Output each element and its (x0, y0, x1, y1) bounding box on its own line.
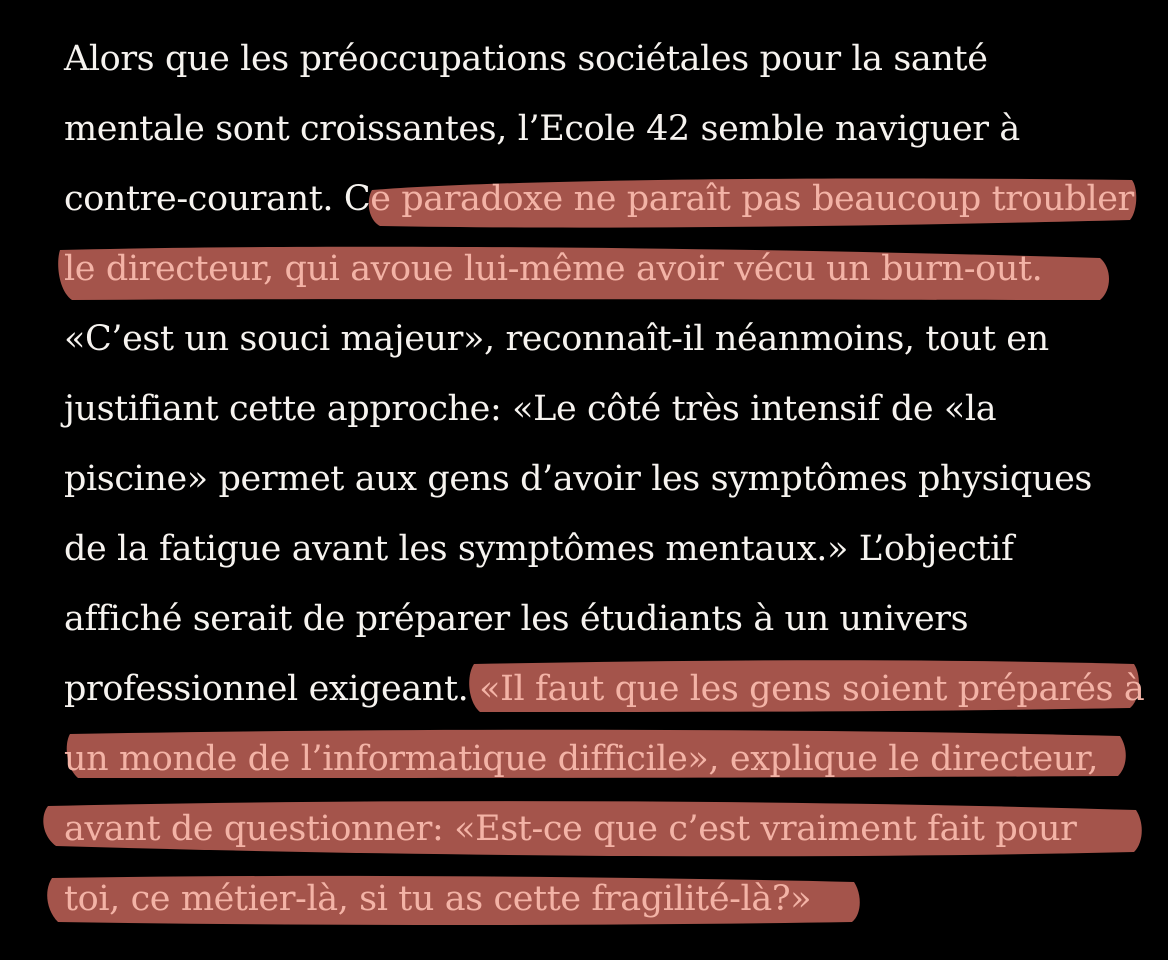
highlighted-text: «Il faut que les gens soient préparés à (479, 669, 1145, 709)
text-line (64, 234, 1042, 304)
line-text: de la fatigue avant les symptômes mentaux.» L’objectif (64, 529, 1014, 569)
line-text: affiché serait de préparer les étudiants à un univers (64, 599, 969, 639)
text-line (64, 94, 1020, 164)
line-text: «C’est un souci majeur», reconnaît-il néanmoins, tout en (64, 319, 1049, 359)
text-line (64, 864, 811, 934)
line-text: Alors que les préoccupations sociétales pour la santé (64, 39, 988, 79)
text-line (64, 444, 1092, 514)
text-line (64, 654, 1144, 724)
text-line (64, 164, 1134, 234)
highlighted-text: e paradoxe ne paraît pas beaucoup troubler (370, 179, 1134, 219)
text-line (64, 584, 968, 654)
line-text: justifiant cette approche: «Le côté très intensif de «la (64, 389, 997, 429)
line-text: mentale sont croissantes, l’Ecole 42 semble naviguer à (64, 109, 1020, 149)
text-line (64, 794, 1076, 864)
text-line (64, 374, 996, 444)
line-text: piscine» permet aux gens d’avoir les symptômes physiques (64, 459, 1092, 499)
highlighted-text: toi, ce métier-là, si tu as cette fragilité-là?» (64, 879, 812, 919)
line-text: professionnel exigeant. (64, 669, 480, 709)
line-text: contre-courant. C (64, 179, 371, 219)
text-line (64, 24, 988, 94)
highlighted-text: un monde de l’informatique difficile», explique le directeur, (64, 739, 1099, 779)
text-line (64, 724, 1098, 794)
text-line (64, 304, 1049, 374)
highlighted-text: avant de questionner: «Est-ce que c’est vraiment fait pour (64, 809, 1077, 849)
highlighted-text: le directeur, qui avoue lui-même avoir vécu un burn-out. (64, 249, 1043, 289)
text-line (64, 514, 1014, 584)
